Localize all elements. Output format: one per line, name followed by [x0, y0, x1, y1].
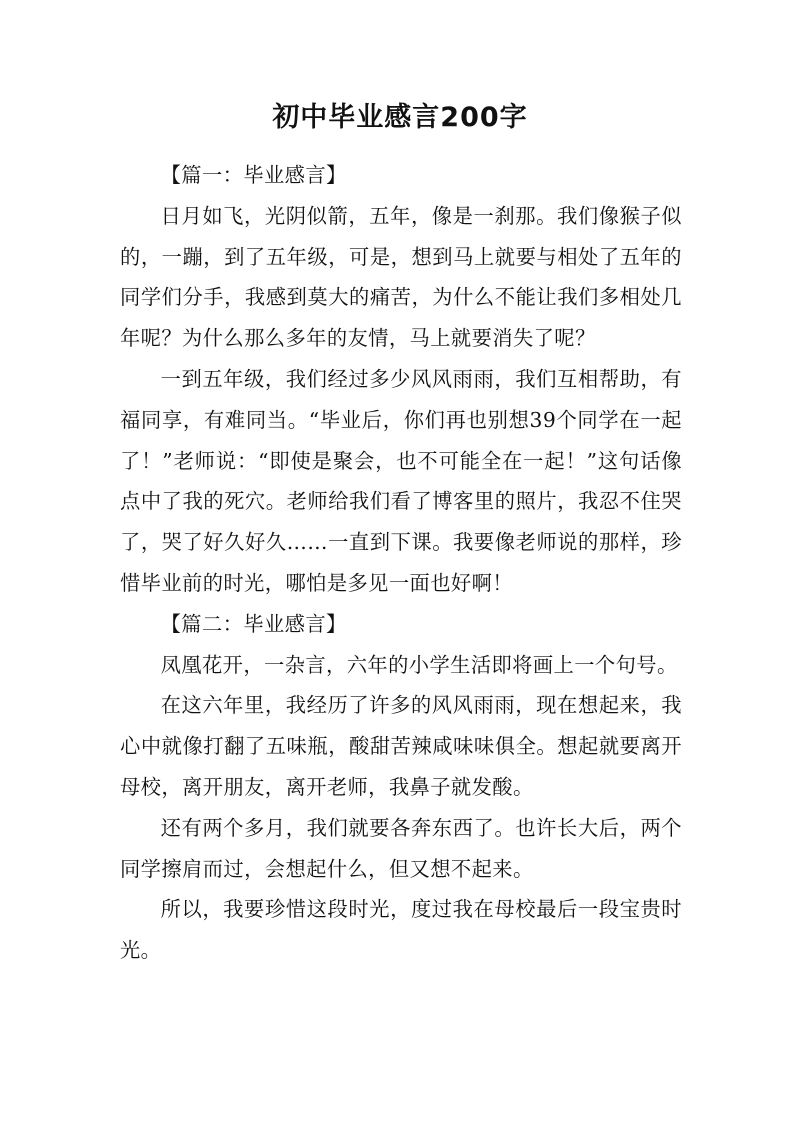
paragraph: 还有两个多月，我们就要各奔东西了。也许长大后，两个同学擦肩而过，会想起什么，但又想不起来。 — [120, 815, 682, 881]
paragraph: 在这六年里，我经历了许多的风风雨雨，现在想起来，我心中就像打翻了五味瓶，酸甜苦辣咸味味俱全。想起就要离开母校，离开朋友，离开老师，我鼻子就发酸。 — [120, 693, 682, 799]
paragraph: 所以，我要珍惜这段时光，度过我在母校最后一段宝贵时光。 — [120, 897, 682, 963]
section-heading-1: 【篇一：毕业感言】 — [160, 163, 347, 187]
paragraph: 一到五年级，我们经过多少风风雨雨，我们互相帮助，有福同享，有难同当。“毕业后，你们再也别想39个同学在一起了！”老师说：“即使是聚会，也不可能全在一起！”这句话像点中了我的死穴。老师给我们看了博客里的照片，我忍不住哭了，哭了好久好久……一直到下课。我要像老师说的那样，珍惜毕业前的时光，哪怕是多见一面也好啊！ — [120, 366, 682, 595]
paragraph: 凤凰花开，一杂言，六年的小学生活即将画上一个句号。 — [160, 652, 678, 677]
paragraph: 日月如飞，光阴似箭，五年，像是一刹那。我们像猴子似的，一蹦，到了五年级，可是，想到马上就要与相处了五年的同学们分手，我感到莫大的痛苦，为什么不能让我们多相处几年呢？为什么那么多年的友情，马上就要消失了呢？ — [120, 203, 682, 351]
document-body — [120, 155, 682, 971]
section-heading-2: 【篇二：毕业感言】 — [160, 611, 347, 636]
document-title: 初中毕业感言200字 — [272, 102, 528, 133]
